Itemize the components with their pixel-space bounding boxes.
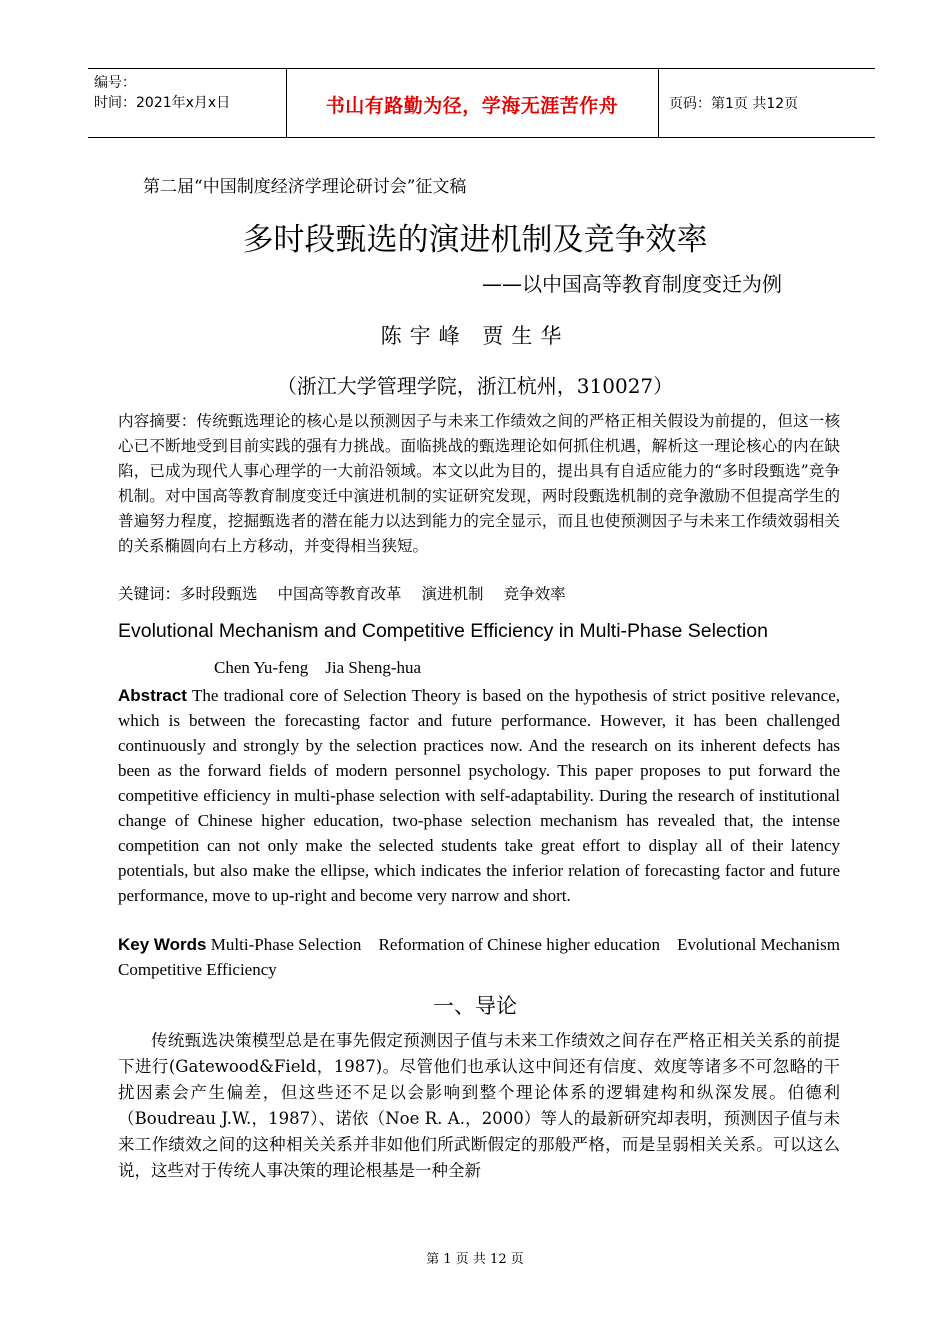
motto: 书山有路勤为径，学海无涯苦作舟 [325, 95, 619, 117]
conference-kicker: 第二届“中国制度经济学理论研讨会”征文稿 [143, 177, 467, 197]
english-keywords-label: Key Words [118, 935, 207, 954]
english-abstract [118, 683, 840, 908]
header-motto-cell [286, 69, 659, 137]
keyword: 多时段甄选 [180, 585, 258, 603]
english-abstract-text: The tradional core of Selection Theory is based on the hypothesis of strict positive relevance, which is between the forecasting factor and future performance. However, it has been challenged continuously and strongly by the selection practices now. And the research on its inherent defects has been as the forward fields of modern personnel psychology. This paper proposes to put forward the competitive efficiency in multi-phase selection with self-adaptability. During the research of institutional change of Chinese higher education, two-phase selection mechanism has revealed that, the intense competition can not only make the selected students take great effort to display all of their latency potentials, but also make the ellipse, which indicates the inferior relation of forecasting factor and future performance, move to up-right and become very narrow and short. [118, 686, 840, 905]
keyword: 中国高等教育改革 [277, 585, 402, 603]
keyword: 演进机制 [421, 585, 484, 603]
abstract-label: 内容摘要： [118, 412, 197, 430]
section-heading: 一、导论 [433, 994, 517, 1018]
document-header [88, 68, 875, 138]
page-footer: 第 1 页 共 12 页 [426, 1252, 524, 1267]
page-label: 页码：第1页 共12页 [669, 96, 799, 112]
chinese-abstract [118, 409, 840, 559]
english-authors: Chen Yu-feng Jia Sheng-hua [214, 658, 422, 677]
paper-subtitle: ——以中国高等教育制度变迁为例 [482, 272, 782, 296]
keyword: 竞争效率 [503, 585, 566, 603]
keywords-label: 关键词： [118, 585, 181, 603]
abstract-text: 传统甄选理论的核心是以预测因子与未来工作绩效之间的严格正相关假设为前提的，但这一核心已不断地受到目前实践的强有力挑战。面临挑战的甄选理论如何抓住机遇，解析这一理论核心的内在缺陷，已成为现代人事心理学的一大前沿领域。本文以此为目的，提出具有自适应能力的“多时段甄选”竞争机制。对中国高等教育制度变迁中演进机制的实证研究发现，两时段甄选机制的竞争激励不但提高学生的普遍努力程度，挖掘甄选者的潜在能力以达到能力的完全显示，而且也使预测因子与未来工作绩效弱相关的关系椭圆向右上方移动，并变得相当狭短。 [118, 412, 840, 555]
header-page-cell [659, 69, 875, 137]
authors: 陈宇峰 贾生华 [380, 324, 570, 348]
chinese-keywords [118, 582, 840, 604]
english-title: Evolutional Mechanism and Competitive Efficiency in Multi-Phase Selection [118, 620, 768, 642]
english-keywords-text: Multi-Phase Selection Reformation of Chinese higher education Evolutional Mechanism Competitive Efficiency [118, 935, 857, 979]
date-label: 时间：2021年x月x日 [94, 95, 231, 111]
english-keywords [118, 932, 857, 982]
header-meta-cell [88, 69, 287, 137]
english-abstract-label: Abstract [118, 686, 187, 705]
paper-title: 多时段甄选的演进机制及竞争效率 [242, 222, 708, 258]
body-paragraph: 传统甄选决策模型总是在事先假定预测因子值与未来工作绩效之间存在严格正相关关系的前提下进行(Gatewood&Field，1987)。尽管他们也承认这中间还有信度、效度等诸多不可忽略的干扰因素会产生偏差，但这些还不足以会影响到整个理论体系的逻辑建构和纵深发展。伯德利（Boudreau J.W.，1987）、诺依（Noe R. A.，2000）等人的最新研究却表明，预测因子值与未来工作绩效之间的这种相关关系并非如他们所武断假定的那般严格，而是呈弱相关关系。可以这么说，这些对于传统人事决策的理论根基是一种全新 [118, 1031, 840, 1180]
number-label: 编号： [94, 75, 136, 91]
affiliation: （浙江大学管理学院，浙江杭州，310027） [276, 374, 674, 398]
